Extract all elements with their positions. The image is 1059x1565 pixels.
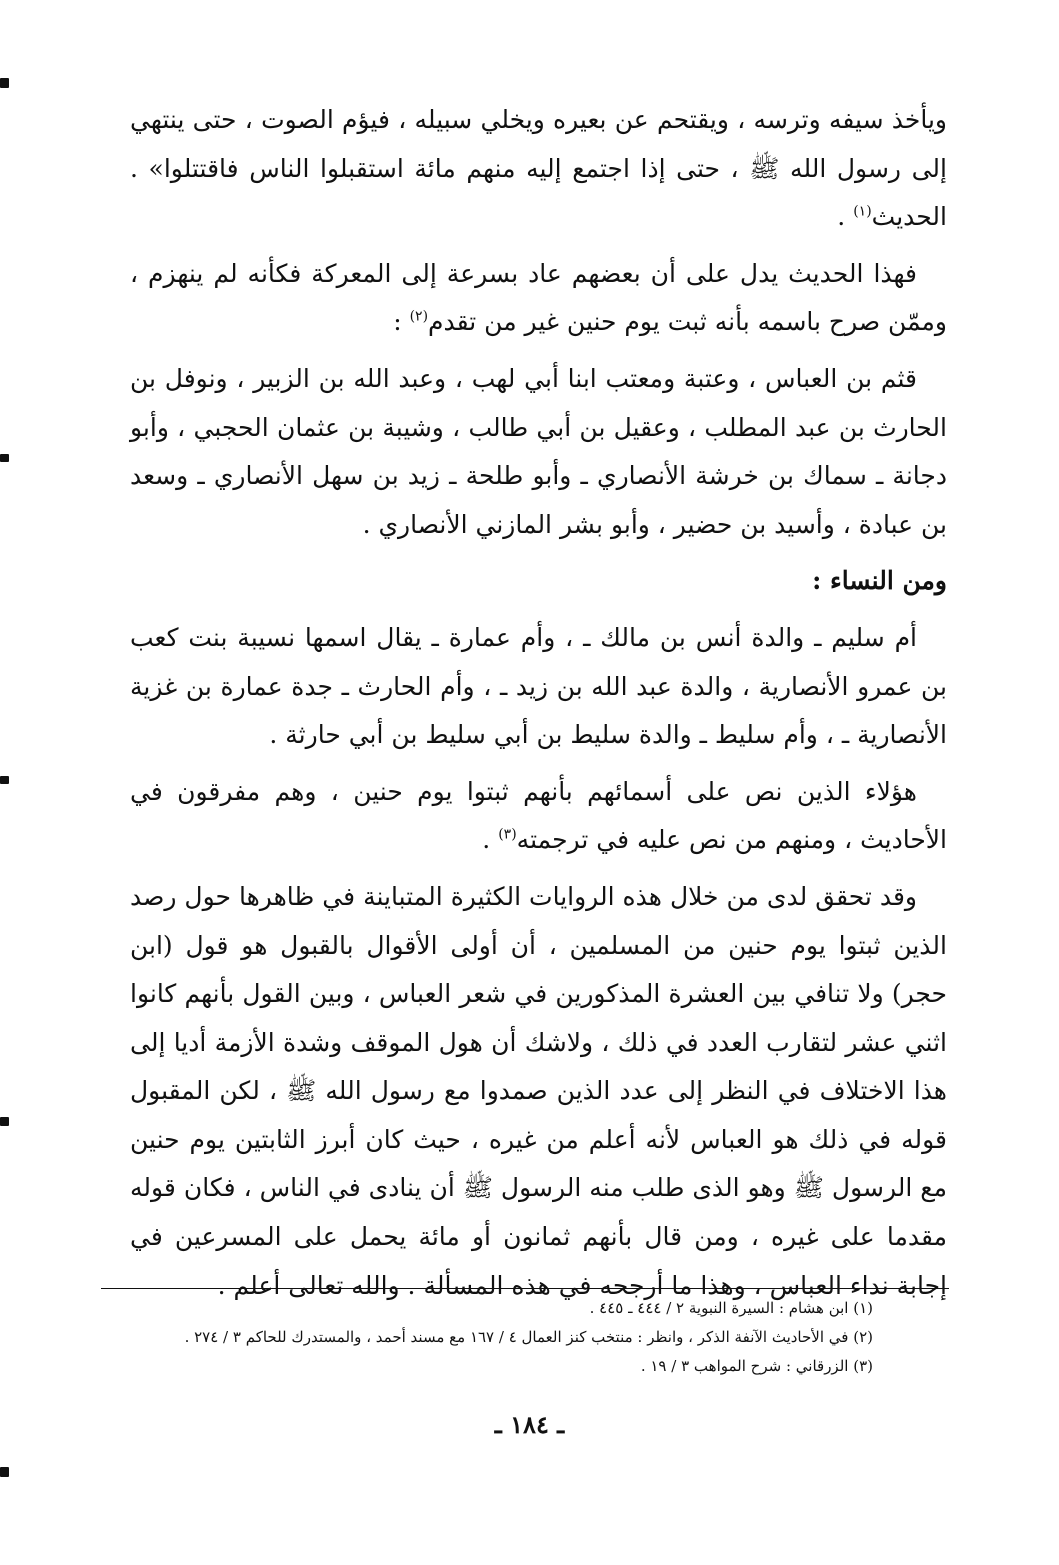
paragraph-text: أم سليم ـ والدة أنس بن مالك ـ ، وأم عمارة ـ يقال اسمها نسيبة بنت كعب بن عمرو الأنصارية ، والدة عبد الله بن زيد ـ ، وأم الحارث ـ جدة عمارة بن غزية الأنصارية ـ ، وأم سليط ـ والدة سليط بن أبي سليط بن أبي حارثة . <box>130 622 947 750</box>
paragraph-text: وقد تحقق لدى من خلال هذه الروايات الكثيرة المتباينة في ظاهرها حول رصد الذين ثبتوا يوم حنين من المسلمين ، أن أولى الأقوال بالقبول هو قول (ابن حجر) ولا تنافي بين العشرة المذكورين في شعر العباس ، وبين القول بأنهم كانوا اثني عشر لتقارب العدد في ذلك ، ولاشك أن هول الموقف وشدة الأزمة أديا إلى هذا الاختلاف في النظر إلى عدد الذين صمدوا مع رسول الله ﷺ ، لكن المقبول قوله في ذلك هو العباس لأنه أعلم من غيره ، حيث كان أبرز الثابتين يوم حنين مع الرسول ﷺ وهو الذى طلب منه الرسول ﷺ أن ينادى في الناس ، فكان قوله مقدما على غيره ، ومن قال بأنهم ثمانون أو مائة يحمل على المسرعين في إجابة نداء العباس ، وهذا ما أرجحه في هذه المسألة . والله تعالى أعلم . <box>130 881 947 1300</box>
footnote-ref: (٣) <box>498 826 517 843</box>
scan-edge-mark <box>0 776 9 784</box>
paragraph-text: قثم بن العباس ، وعتبة ومعتب ابنا أبي لهب ، وعبد الله بن الزبير ، ونوفل بن الحارث بن عبد المطلب ، وعقيل بن أبي طالب ، وشيبة بن عثمان الحجبي ، وأبو دجانة ـ سماك بن خرشة الأنصاري ـ وأبو طلحة ـ زيد بن سهل الأنصاري ـ وسعد بن عبادة ، وأسيد بن حضير ، وأبو بشر المازني الأنصاري . <box>130 363 947 539</box>
section-subheading: ومن النساء : <box>812 566 947 596</box>
footnote-divider <box>101 1288 949 1289</box>
footnote-ref: (١) <box>853 203 872 220</box>
paragraph-end: . <box>482 825 499 855</box>
footnote-ref: (٢) <box>409 309 429 326</box>
paragraph-text: هؤلاء الذين نص على أسمائهم بأنهم ثبتوا يوم حنين ، وهم مفرقون في الأحاديث ، ومنهم من نص عليه في ترجمته <box>130 776 947 855</box>
main-text <box>130 96 947 1318</box>
scan-edge-mark <box>0 78 9 88</box>
page-number: ـ ١٨٤ ـ <box>494 1410 565 1439</box>
scan-edge-mark <box>0 1467 9 1477</box>
paragraph <box>130 250 947 347</box>
scan-edge-mark <box>0 1117 9 1126</box>
scan-edge-mark <box>0 454 9 462</box>
paragraph-end: . <box>837 202 854 232</box>
paragraph <box>130 614 947 760</box>
footnote: (٢) في الأحاديث الآنفة الذكر ، وانظر : منتخب كنز العمال ٤ / ١٦٧ مع مسند أحمد ، والمستدرك للحاكم ٣ / ٢٧٤ . <box>184 1328 873 1346</box>
paragraph-text: ويأخذ سيفه وترسه ، ويقتحم عن بعيره ويخلي سبيله ، فيؤم الصوت ، حتى ينتهي إلى رسول الله ﷺ ، حتى إذا اجتمع إليه منهم مائة استقبلوا الناس فاقتتلوا» . الحديث <box>130 105 947 232</box>
footnote: (١) ابن هشام : السيرة النبوية ٢ / ٤٤٤ ـ ٤٤٥ . <box>589 1299 873 1317</box>
paragraph-text: فهذا الحديث يدل على أن بعضهم عاد بسرعة إلى المعركة فكأنه لم ينهزم ، وممّن صرح باسمه بأنه ثبت يوم حنين غير من تقدم <box>130 258 947 337</box>
footnote: (٣) الزرقاني : شرح المواهب ٣ / ١٩ . <box>640 1357 873 1375</box>
paragraph <box>130 873 947 1310</box>
paragraph <box>130 96 947 242</box>
paragraph <box>130 355 947 549</box>
paragraph <box>130 768 947 865</box>
paragraph-end: : <box>393 307 410 337</box>
footnotes <box>130 1296 873 1383</box>
